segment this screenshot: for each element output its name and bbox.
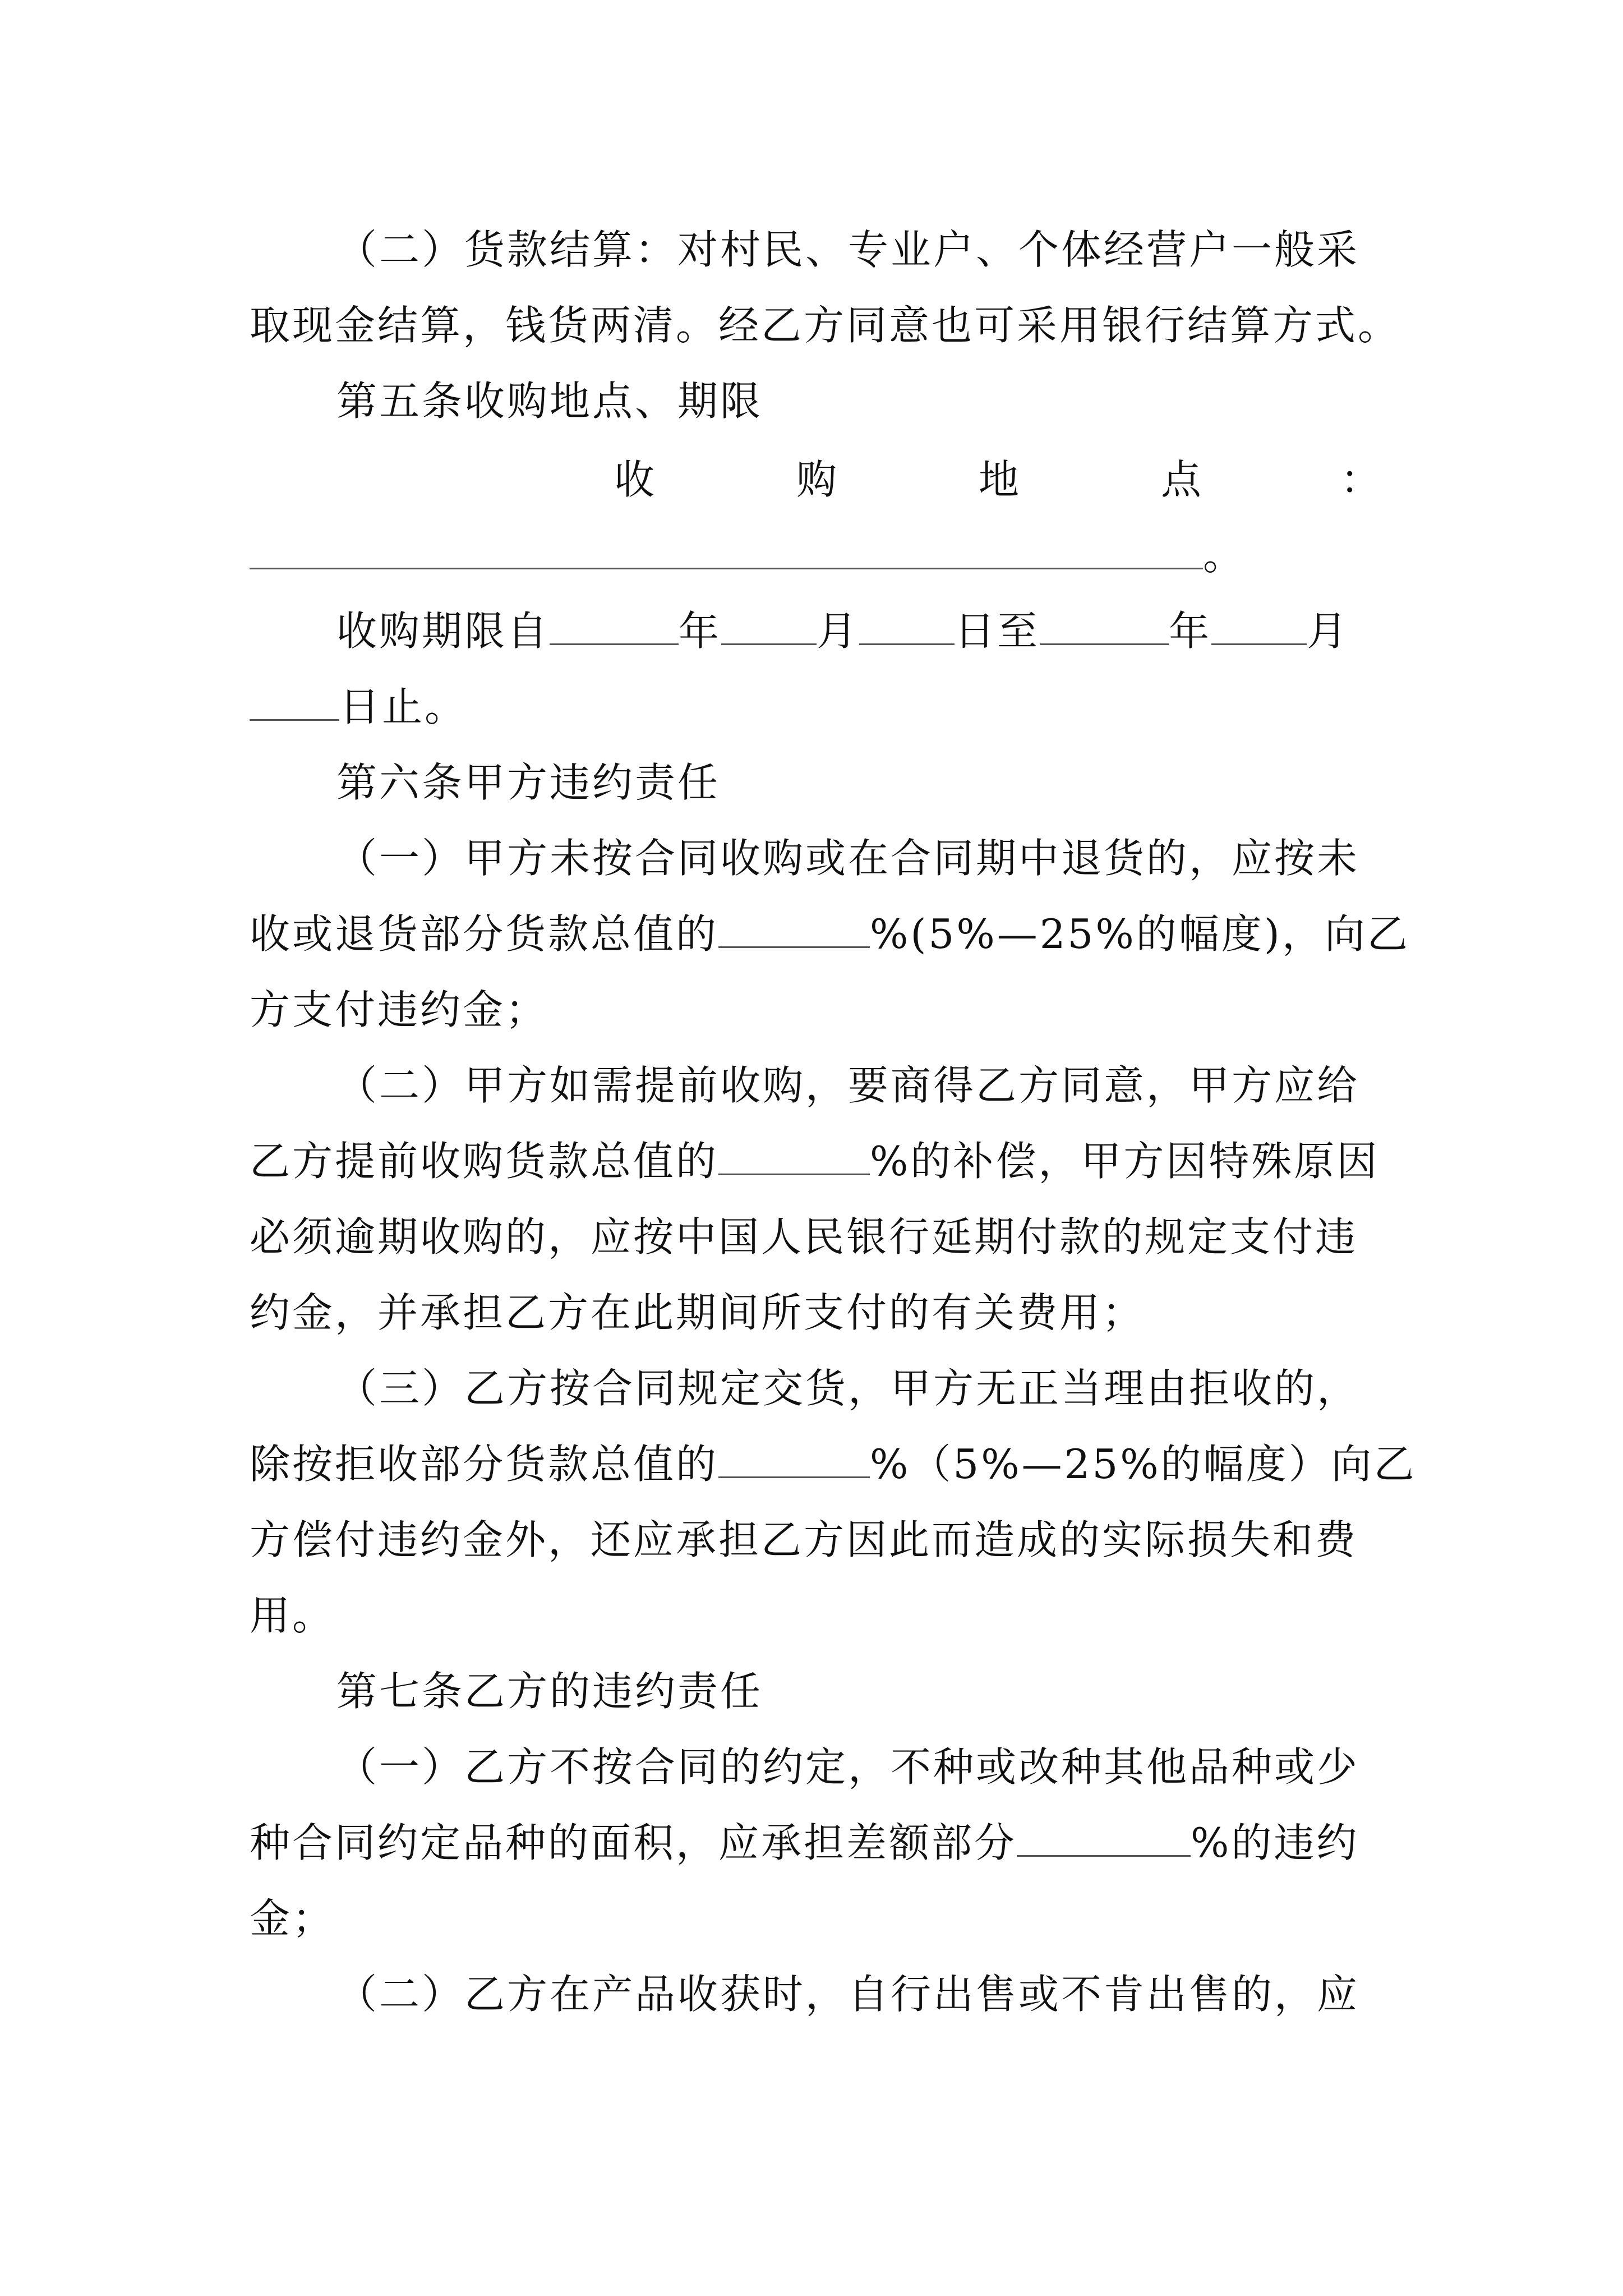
a7-1-line-2-post: %的违约	[1191, 1819, 1359, 1866]
place-char-4: 点	[1161, 456, 1202, 503]
period-year-2-blank[interactable]	[1040, 604, 1169, 645]
a6-2-line-2-post: %的补偿，甲方因特殊原因	[870, 1138, 1380, 1185]
a6-3-line-1: （三）乙方按合同规定交货，甲方无正当理由拒收的，	[336, 1365, 1360, 1412]
a6-3-line-2-post: %（5%—25%的幅度）向乙	[870, 1441, 1417, 1488]
a6-1-line-2-post: %(5%—25%的幅度)，向乙	[870, 910, 1410, 958]
a6-1-percent-blank[interactable]	[718, 907, 870, 948]
period-day-1-blank[interactable]	[859, 604, 955, 645]
a6-1-line-2	[250, 906, 1410, 962]
period-month-1-blank[interactable]	[721, 604, 817, 645]
period-month-1: 月	[817, 608, 860, 655]
period-year-1-blank[interactable]	[550, 604, 679, 645]
a6-1-line-3: 方支付违约金；	[250, 986, 548, 1033]
paragraph-settlement-line-2: 取现金结算，钱货两清。经乙方同意也可采用银行结算方式。	[250, 302, 1401, 349]
article-6-title: 第六条甲方违约责任	[336, 759, 721, 806]
a6-1-line-1: （一）甲方未按合同收购或在合同期中退货的，应按未	[336, 835, 1360, 882]
a6-2-line-1: （二）甲方如需提前收购，要商得乙方同意，甲方应给	[336, 1062, 1360, 1109]
article-5-title: 第五条收购地点、期限	[336, 378, 763, 425]
a6-2-line-2-pre: 乙方提前收购货款总值的	[250, 1138, 719, 1185]
place-char-2: 购	[796, 456, 837, 503]
a6-3-line-3: 方偿付违约金外，还应承担乙方因此而造成的实际损失和费	[250, 1516, 1358, 1563]
a6-2-line-3: 必须逾期收购的，应按中国人民银行延期付款的规定支付违	[250, 1213, 1358, 1260]
a6-1-line-2-pre: 收或退货部分货款总值的	[250, 910, 719, 958]
place-line	[250, 527, 1382, 583]
period-prefix: 收购期限自	[336, 608, 550, 655]
place-char-3: 地	[979, 456, 1020, 503]
period-month-2: 月	[1307, 608, 1350, 655]
a7-1-line-2	[250, 1815, 1382, 1871]
a6-3-line-2	[250, 1436, 1417, 1492]
period-year-2: 年	[1169, 608, 1212, 655]
a6-3-line-2-pre: 除按拒收部分货款总值的	[250, 1441, 719, 1488]
period-day-to: 日至	[955, 608, 1040, 655]
a6-3-line-4: 用。	[250, 1592, 335, 1639]
period-day-2-blank[interactable]	[250, 680, 339, 721]
period-year-1: 年	[679, 608, 722, 655]
period-month-2-blank[interactable]	[1211, 604, 1307, 645]
place-char-1: 收	[614, 456, 655, 503]
a6-2-line-2	[250, 1133, 1382, 1189]
a7-1-line-1: （一）乙方不按合同的约定，不种或改种其他品种或少	[336, 1743, 1360, 1791]
place-char-5: ：	[1340, 456, 1381, 503]
a7-1-percent-blank[interactable]	[1017, 1816, 1191, 1857]
a6-2-percent-blank[interactable]	[718, 1134, 870, 1175]
place-blank[interactable]	[250, 528, 1203, 569]
place-end: 。	[1203, 532, 1246, 579]
paragraph-settlement-line-1: （二）货款结算：对村民、专业户、个体经营户一般采	[336, 226, 1360, 273]
period-end: 日止。	[339, 683, 468, 730]
article-7-title: 第七条乙方的违约责任	[336, 1668, 763, 1715]
period-line-1	[336, 603, 1469, 659]
a7-1-line-2-pre: 种合同约定品种的面积，应承担差额部分	[250, 1819, 1017, 1866]
a7-1-line-3: 金；	[250, 1895, 335, 1942]
a6-3-percent-blank[interactable]	[718, 1437, 870, 1478]
a7-2-line-1: （二）乙方在产品收获时，自行出售或不肯出售的，应	[336, 1971, 1360, 2018]
period-line-2	[250, 679, 1382, 735]
a6-2-line-4: 约金，并承担乙方在此期间所支付的有关费用；	[250, 1289, 1145, 1336]
